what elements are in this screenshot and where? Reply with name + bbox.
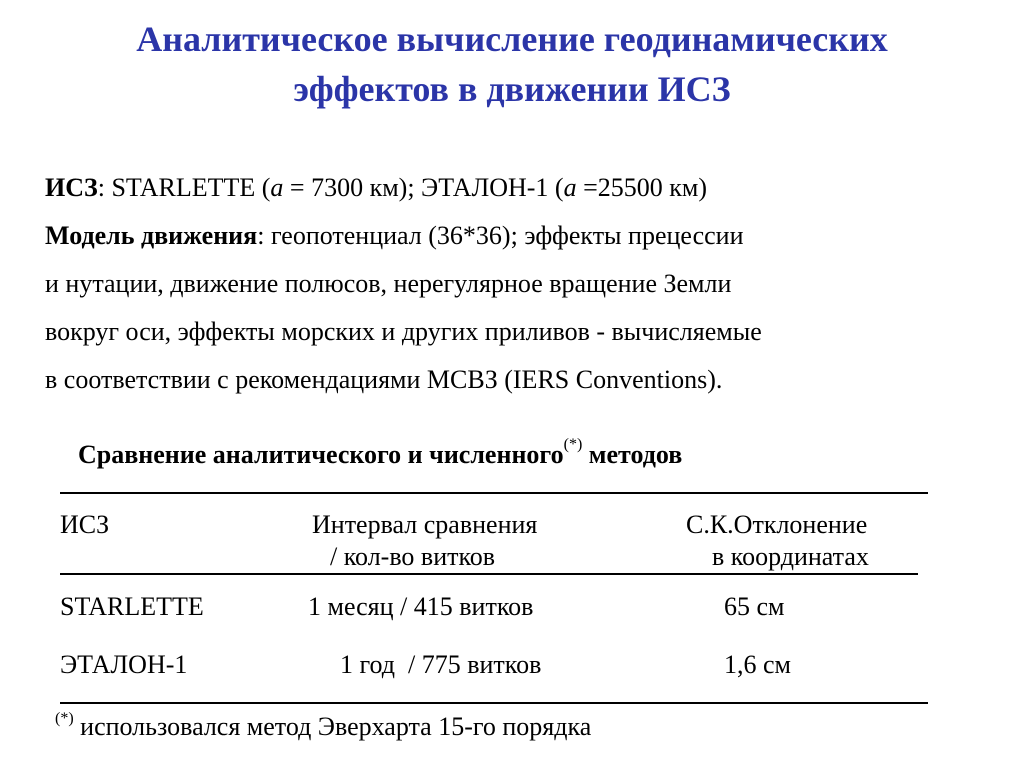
row-2-deviation: 1,6 см [724, 650, 791, 679]
row-2-satellite: ЭТАЛОН-1 [60, 650, 188, 679]
header-bottom-rule [60, 573, 918, 575]
intro-paragraph [45, 164, 1005, 404]
satellites-label: ИСЗ [45, 173, 98, 202]
table-top-rule [60, 492, 928, 494]
footnote-text: использовался метод Эверхарта 15-го порядка [73, 712, 592, 741]
satellites-line [45, 164, 1005, 212]
table-caption [78, 436, 683, 470]
satellites-text-b: = 7300 км); ЭТАЛОН-1 ( [283, 173, 564, 202]
header-deviation-line-2: в координатах [712, 542, 869, 571]
title-line-2: эффектов в движении ИСЗ [293, 69, 731, 109]
row-1-deviation: 65 см [724, 592, 785, 621]
table-caption-footnote-mark: (*) [563, 436, 583, 453]
header-deviation-line-1: С.К.Отклонение [686, 510, 868, 539]
header-interval-line-2: / кол-во витков [330, 542, 496, 571]
motion-model-label: Модель движения [45, 221, 258, 250]
header-interval-line-1: Интервал сравнения [312, 510, 538, 539]
table-bottom-rule [60, 702, 928, 704]
motion-model-text: : геопотенциал (36*36); эффекты прецессии [257, 221, 744, 250]
table-caption-end: методов [582, 440, 683, 469]
paragraph-line-4: вокруг оси, эффекты морских и других приливов - вычисляемые [45, 317, 762, 346]
semi-major-axis-var-1: a [270, 173, 284, 202]
title-line-1: Аналитическое вычисление геодинамических [136, 19, 888, 59]
semi-major-axis-var-2: a [563, 173, 577, 202]
footnote [55, 712, 591, 742]
paragraph-line-3: и нутации, движение полюсов, нерегулярное вращение Земли [45, 269, 732, 298]
row-2-interval: 1 год / 775 витков [340, 650, 542, 679]
header-satellite: ИСЗ [60, 510, 110, 539]
slide-title [0, 14, 1024, 114]
paragraph-line-5: в соответствии с рекомендациями МСВЗ (IERS Conventions). [45, 365, 723, 394]
motion-model-line [45, 212, 1005, 260]
satellites-text-a: : STARLETTE ( [97, 173, 271, 202]
satellites-text-c: =25500 км) [576, 173, 707, 202]
table-caption-text: Сравнение аналитического и численного [78, 440, 564, 469]
row-1-satellite: STARLETTE [60, 592, 204, 621]
footnote-mark: (*) [55, 710, 74, 727]
row-1-interval: 1 месяц / 415 витков [308, 592, 534, 621]
